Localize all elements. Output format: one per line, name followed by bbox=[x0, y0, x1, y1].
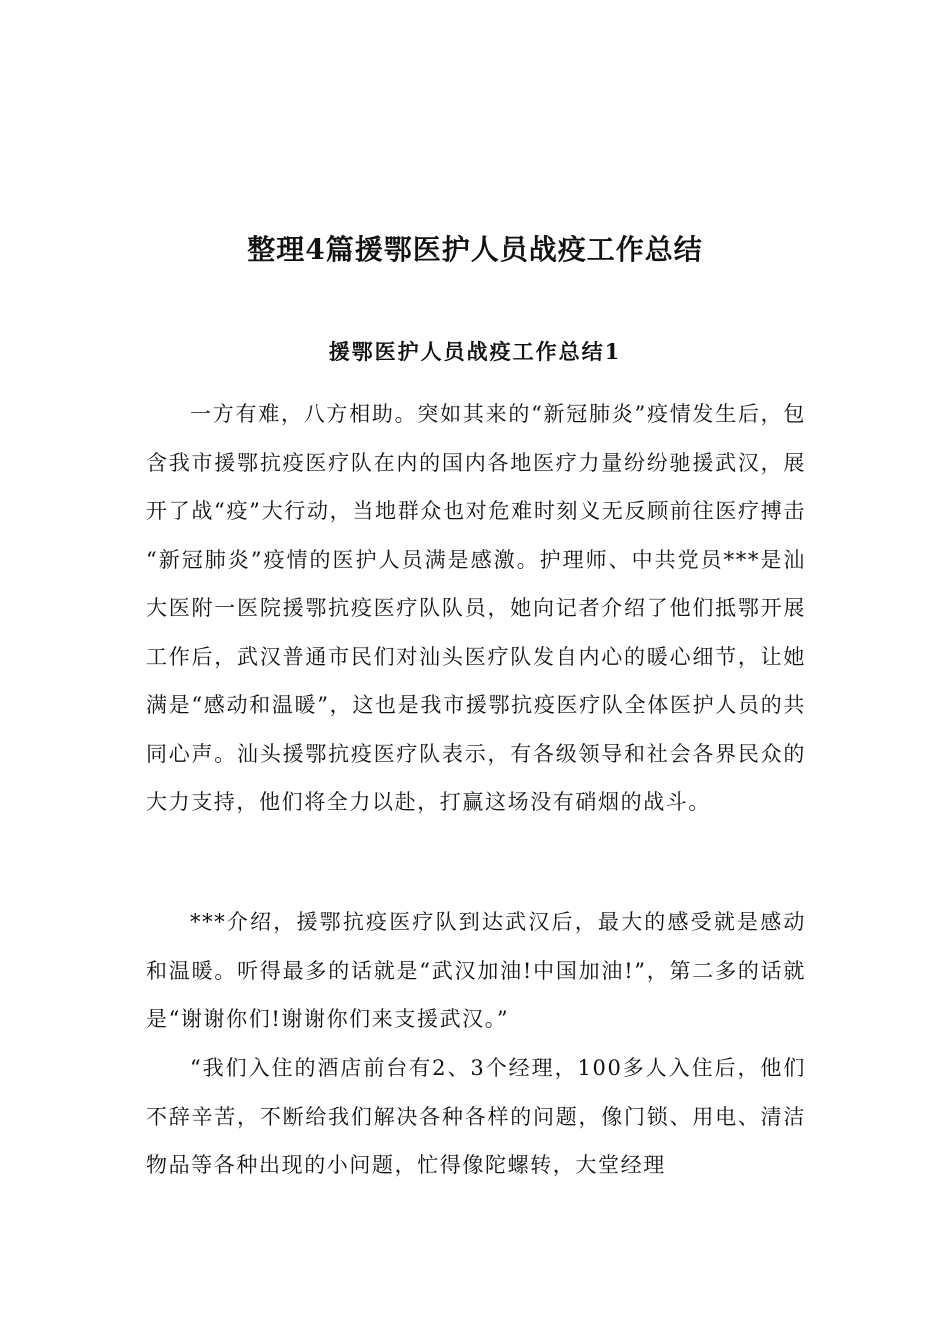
section-title: 援鄂医护人员战疫工作总结1 bbox=[328, 339, 622, 364]
body-paragraph: ***介绍，援鄂抗疫医疗队到达武汉后，最大的感受就是感动和温暖。听得最多的话就是“武汉加油!中国加油!”，第二多的话就是“谢谢你们!谢谢你们来支援武汉。” bbox=[146, 910, 806, 1031]
body-paragraph: 一方有难，八方相助。突如其来的“新冠肺炎”疫情发生后，包含我市援鄂抗疫医疗队在内的国内各地医疗力量纷纷驰援武汉，展开了战“疫”大行动，当地群众也对危难时刻义无反顾前往医疗搏击 “新冠肺炎”疫情的医护人员满是感激。护理师、中共党员***是汕大医附一医院援鄂抗疫医疗队队员，她向记者介绍了他们抵鄂开展工作后，武汉普通市民们对汕头医疗队发自内心的暖心细节，让她满是“感动和温暖”，这也是我市援鄂抗疫医疗队全体医护人员的共同心声。汕头援鄂抗疫医疗队表示，有各级领导和社会各界民众的大力支持，他们将全力以赴，打赢这场没有硝烟的战斗。 bbox=[146, 402, 806, 814]
document-title: 整理4篇援鄂医护人员战疫工作总结 bbox=[247, 233, 703, 266]
body-paragraph: “我们入住的酒店前台有2、3个经理，100多人入住后，他们不辞辛苦，不断给我们解决各种各样的问题，像门锁、用电、清洁物品等各种出现的小问题，忙得像陀螺转，大堂经理 bbox=[146, 1056, 806, 1177]
